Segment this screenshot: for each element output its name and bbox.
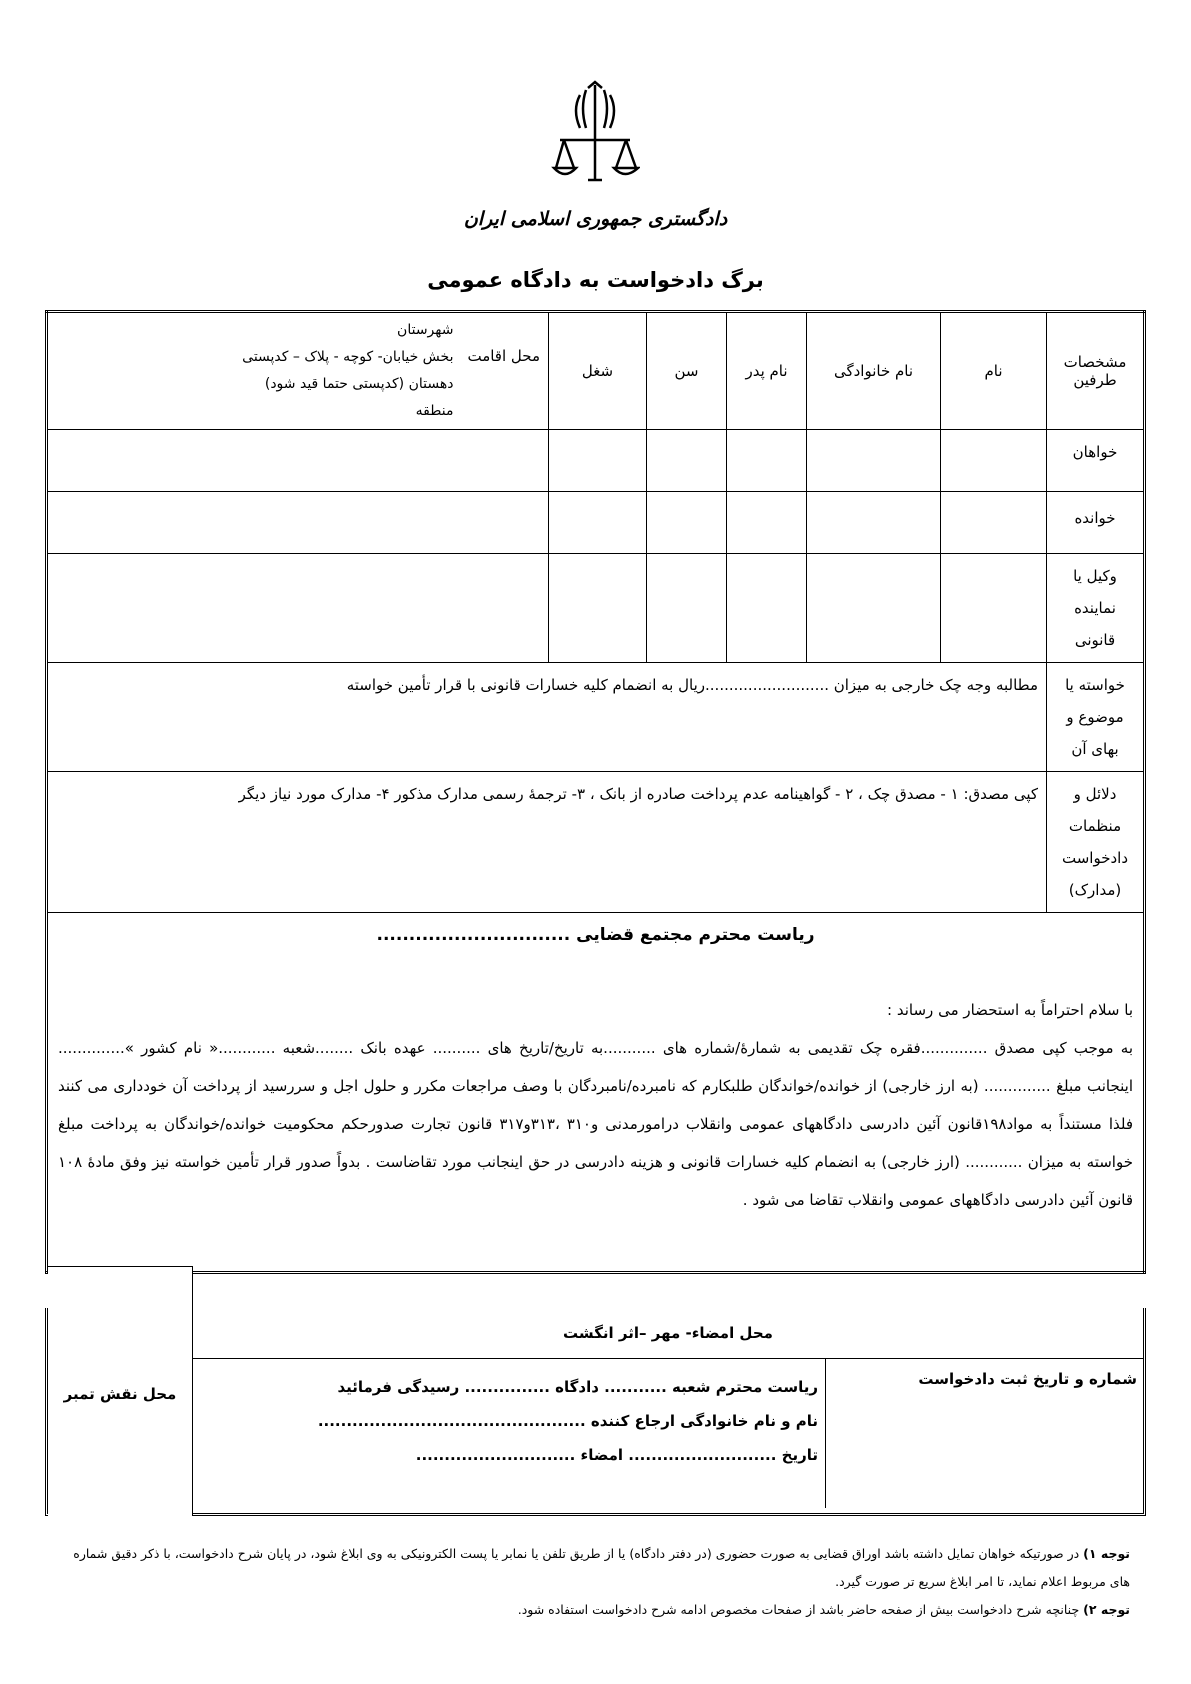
address-street: بخش خیابان- کوچه - پلاک – کدپستی — [242, 349, 454, 365]
note-2-text: چنانچه شرح دادخواست بیش از صفحه حاضر باشد از صفحات مخصوص ادامه شرح دادخواست استفاده شود. — [517, 1602, 1084, 1617]
defendant-name-cell[interactable] — [941, 492, 1047, 554]
note-2 — [60, 1596, 1130, 1624]
letter-body — [47, 913, 1145, 1273]
letter-greeting: با سلام احتراماً به استحضار می رساند : — [887, 1001, 1133, 1019]
bottom-vertical-divider — [825, 1358, 826, 1508]
note-2-label: توجه ۲) — [1083, 1602, 1130, 1617]
registration-label: شماره و تاریخ ثبت دادخواست — [918, 1370, 1137, 1388]
letter-title: ریاست محترم مجتمع قضایی .............................. — [376, 925, 815, 945]
petition-table — [45, 310, 1146, 1274]
defendant-job-cell[interactable] — [549, 492, 647, 554]
address-region: منطقه — [415, 403, 454, 419]
bottom-divider — [193, 1358, 1143, 1359]
row-defendant: خوانده — [1047, 492, 1145, 554]
header-parties: مشخصات طرفین — [1047, 312, 1145, 430]
row-plaintiff: خواهان — [1047, 430, 1145, 492]
residence-label: محل اقامت — [467, 347, 540, 365]
lawyer-job-cell[interactable] — [549, 554, 647, 663]
row-lawyer: وکیل یا نماینده قانونی — [1047, 554, 1145, 663]
note-1-text: در صورتیکه خواهان تمایل داشته باشد اوراق قضایی به صورت حضوری (در دفتر دادگاه) یا از طریق تلفن یا نمابر یا پست الکترونیکی به وی ابلاغ شود، در پایان شرح دادخواست، با ذکر دقیق شماره های مربوط اعلام نماید، تا امر ابلاغ سریع تر صورت گیرد. — [73, 1546, 1130, 1589]
bottom-section — [45, 1308, 1146, 1516]
note-1 — [60, 1540, 1130, 1596]
defendant-family-cell[interactable] — [807, 492, 941, 554]
plaintiff-job-cell[interactable] — [549, 430, 647, 492]
iran-emblem-icon — [550, 80, 640, 190]
defendant-age-cell[interactable] — [647, 492, 727, 554]
header-name: نام — [941, 312, 1047, 430]
header-residence — [47, 312, 549, 430]
lawyer-name-cell[interactable] — [941, 554, 1047, 663]
referral-line-1: ریاست محترم شعبه ........... دادگاه ............... رسیدگی فرمائید — [337, 1378, 818, 1396]
plaintiff-father-cell[interactable] — [727, 430, 807, 492]
evidence-text: کپی مصدق: ۱ - مصدق چک ، ۲ - گواهینامه عدم پرداخت صادره از بانک ، ۳- ترجمهٔ رسمی مدارک مذکور ۴- مدارک مورد نیاز دیگر — [47, 772, 1047, 913]
letter-body-text: به موجب کپی مصدق ..............فقره چک تقدیمی به شمارهٔ/شماره های ...........به تاریخ/تاریخ های .......... عهده بانک ........شعبه ............« نام کشور ».............. اینجانب مبلغ .............. (به ارز خارجی) از خوانده/خواندگان طلبکارم که نامبرده/نامبردگان با وصف مراجعات مکرر و حلول اجل و سررسید از پرداخت آن خودداری می کنند فلذا مستنداً به مواد۱۹۸قانون آئین دادرسی دادگاههای عمومی وانقلاب درامورمدنی و۳۱۰ ،۳۱۳و۳۱۷ قانون تجارت صدورحکم محکومیت خوانده/خواندگان به پرداخت مبلغ خواسته به میزان ............ (ارز خارجی) به انضمام کلیه خسارات قانونی و هزینه دادرسی در حق اینجانب مورد تقاضاست . بدواً صدور قرار تأمین خواسته نیز وفق مادهٔ ۱۰۸ قانون آئین دادرسی دادگاههای عمومی وانقلاب تقاضا می شود . — [58, 1039, 1134, 1209]
plaintiff-family-cell[interactable] — [807, 430, 941, 492]
plaintiff-age-cell[interactable] — [647, 430, 727, 492]
lawyer-age-cell[interactable] — [647, 554, 727, 663]
lawyer-father-cell[interactable] — [727, 554, 807, 663]
header-age: سن — [647, 312, 727, 430]
address-city: شهرستان — [397, 322, 454, 338]
signature-place-label: محل امضاء- مهر –اثر انگشت — [563, 1324, 773, 1342]
header-occupation: شغل — [549, 312, 647, 430]
plaintiff-address-cell[interactable] — [47, 430, 549, 492]
referral-block — [208, 1370, 818, 1472]
lawyer-address-cell[interactable] — [47, 554, 549, 663]
header-father-name: نام پدر — [727, 312, 807, 430]
stamp-place-label: محل نقش تمبر — [63, 1385, 177, 1403]
row-evidence-label: دلائل و منظمات دادخواست (مدارک) — [1047, 772, 1145, 913]
referral-line-3: تاریخ .......................... امضاء ............................ — [415, 1446, 818, 1464]
note-1-label: توجه ۱) — [1083, 1546, 1130, 1561]
claim-text: مطالبه وجه چک خارجی به میزان ..........................ریال به انضمام کلیه خسارات قانونی با قرار تأمین خواسته — [47, 663, 1047, 772]
plaintiff-name-cell[interactable] — [941, 430, 1047, 492]
address-village: دهستان (کدپستی حتما قید شود) — [264, 376, 454, 392]
address-format — [242, 317, 453, 425]
stamp-box — [48, 1266, 193, 1516]
lawyer-family-cell[interactable] — [807, 554, 941, 663]
header-family-name: نام خانوادگی — [807, 312, 941, 430]
defendant-father-cell[interactable] — [727, 492, 807, 554]
defendant-address-cell[interactable] — [47, 492, 549, 554]
row-claim-label: خواسته یا موضوع و بهای آن — [1047, 663, 1145, 772]
referral-line-2: نام و نام خانوادگی ارجاع کننده ............................................... — [317, 1412, 818, 1430]
form-title: برگ دادخواست به دادگاه عمومی — [427, 268, 764, 292]
judiciary-logo-text: دادگستری جمهوری اسلامی ایران — [463, 208, 728, 230]
notes-section — [60, 1540, 1130, 1624]
